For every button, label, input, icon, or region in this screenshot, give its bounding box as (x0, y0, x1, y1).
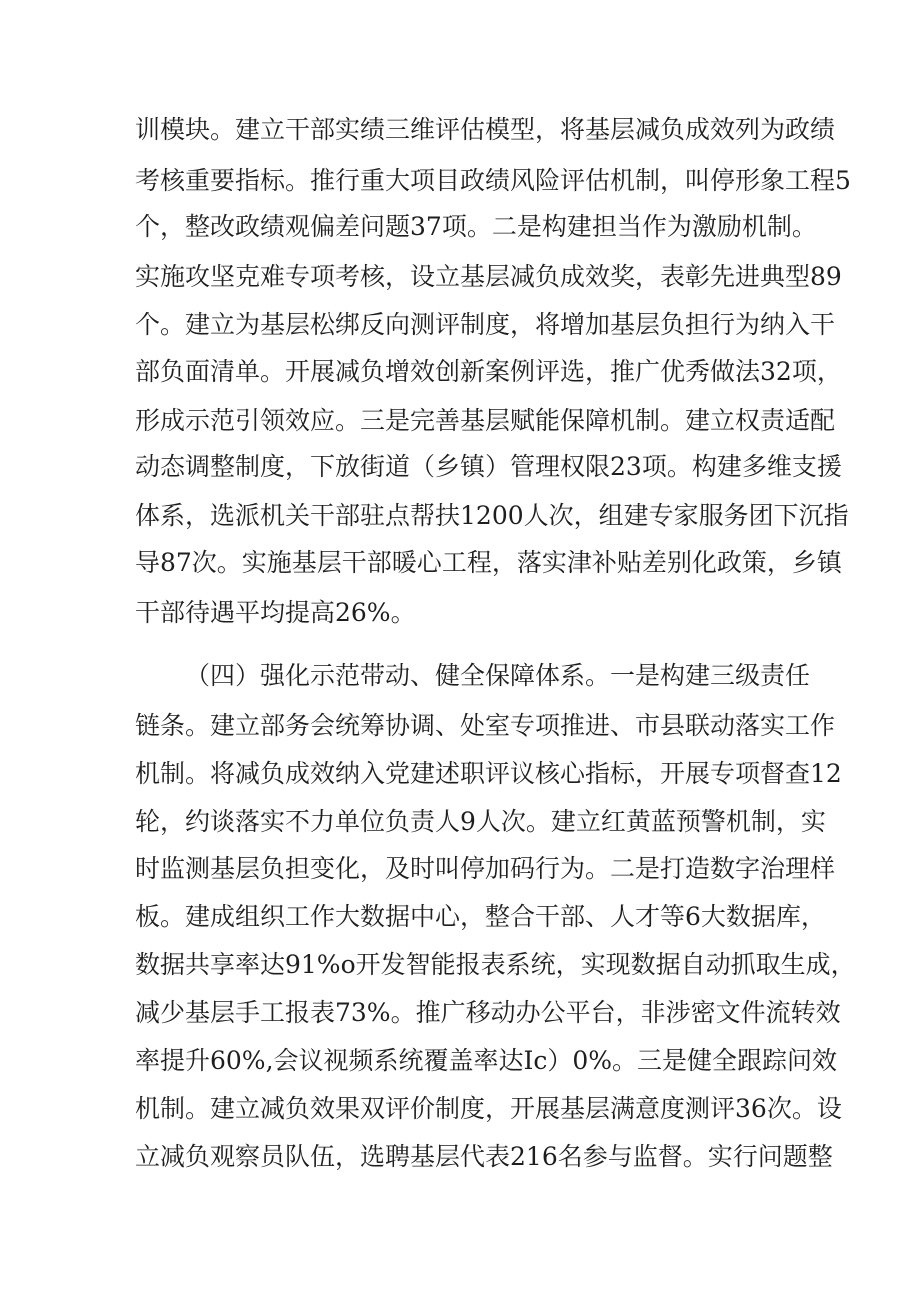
text-line: 数据共享率达91%o开发智能报表系统，实现数据自动抓取生成， (135, 950, 856, 979)
section-heading-line: （四）强化示范带动、健全保障体系。一是构建三级责任 (185, 661, 811, 690)
text-line: 部负面清单。开展减负增效创新案例评选，推广优秀做法32项， (135, 357, 842, 386)
text-line: 减少基层手工报表73%。推广移动办公平台，非涉密文件流转效 (135, 998, 841, 1027)
text-line: 时监测基层负担变化，及时叫停加码行为。二是打造数字治理样 (135, 854, 836, 883)
text-line: 考核重要指标。推行重大项目政绩风险评估机制，叫停形象工程5 (135, 166, 851, 195)
text-line: 形成示范引领效应。三是完善基层赋能保障机制。建立权责适配 (135, 406, 836, 435)
text-line: 链条。建立部务会统筹协调、处室专项推进、市县联动落实工作 (135, 711, 836, 740)
text-line: 导87次。实施基层干部暖心工程，落实津补贴差别化政策，乡镇 (135, 548, 842, 577)
text-line: 板。建成组织工作大数据中心，整合干部、人才等6大数据库， (135, 902, 826, 931)
text-line: 干部待遇平均提高26%。 (135, 598, 416, 627)
text-line: 机制。建立减负效果双评价制度，开展基层满意度测评36次。设 (135, 1094, 842, 1123)
text-line: 机制。将减负成效纳入党建述职评议核心指标，开展专项督查12 (135, 759, 842, 788)
text-line: 训模块。建立干部实绩三维评估模型，将基层减负成效列为政绩 (135, 115, 836, 144)
text-line: 个。建立为基层松绑反向测评制度，将增加基层负担行为纳入干 (135, 310, 836, 339)
text-line: 动态调整制度，下放街道（乡镇）管理权限23项。构建多维支援 (135, 452, 842, 481)
text-line: 立减负观察员队伍，选聘基层代表216名参与监督。实行问题整 (135, 1142, 833, 1171)
text-line: 率提升60%,会议视频系统覆盖率达Ic）0%。三是健全跟踪问效 (135, 1046, 838, 1075)
text-line: 轮，约谈落实不力单位负责人9人次。建立红黄蓝预警机制，实 (135, 807, 826, 836)
text-line: 体系，选派机关干部驻点帮扶1200人次，组建专家服务团下沉指 (135, 501, 849, 530)
text-line: 实施攻坚克难专项考核，设立基层减负成效奖，表彰先进典型89 (135, 262, 842, 291)
text-line: 个，整改政绩观偏差问题37项。二是构建担当作为激励机制。 (135, 212, 817, 241)
